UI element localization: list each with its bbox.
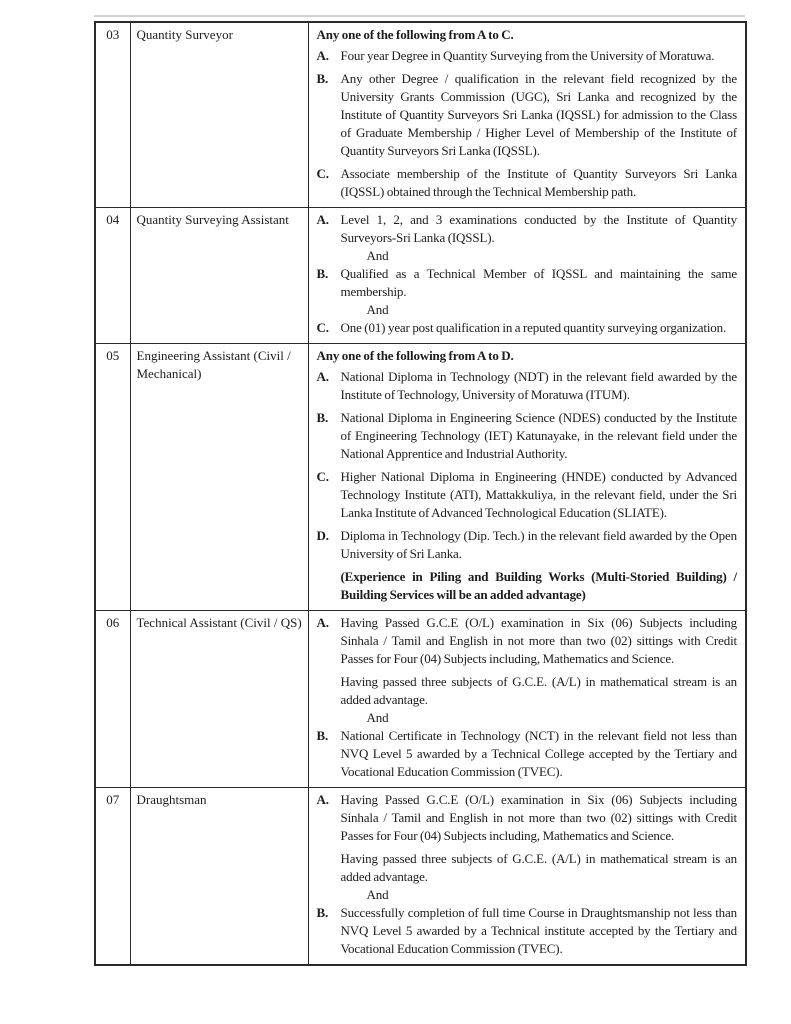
position-title: Engineering Assistant (Civil / Mechanical) [130,344,308,611]
item-text [341,368,738,404]
item-paragraph: Having passed three subjects of G.C.E. (A/L) in mathematical stream is an added advantage. [340,674,737,707]
item-paragraph: National Diploma in Technology (NDT) in the relevant field awarded by the Institute of Technology, University of Moratuwa (ITUM). [340,369,737,402]
item-text [341,468,738,522]
item-paragraph: National Diploma in Engineering Science (NDES) conducted by the Institute of Engineering Technology (IET) Katunayake, in the relevant field under the National Apprentice and Industrial Authority. [340,410,737,461]
qualifications-cell [308,208,746,344]
qualification-intro: Any one of the following from A to C. [316,27,514,42]
item-label: A. [316,615,329,630]
item-paragraph: Having Passed G.C.E (O/L) examination in Six (06) Subjects including Sinhala / Tamil and English in not more than two (02) sittings with Credit Passes for Four (04) Subjects including, Mathematics and Science. [340,615,737,666]
item-text [341,904,738,958]
table-row [95,611,746,788]
qualification-item [317,368,738,404]
qualification-item [317,614,738,709]
qualification-item [317,165,738,201]
item-paragraph: Diploma in Technology (Dip. Tech.) in the relevant field awarded by the Open University of Sri Lanka. [340,528,737,561]
item-text [341,614,738,709]
qualifications-table [94,21,747,966]
item-label: A. [316,48,329,63]
row-number: 04 [95,208,130,344]
item-paragraph: National Certificate in Technology (NCT) in the relevant field not less than NVQ Level 5 awarded by a Technical College accepted by the Tertiary and Vocational Education Commission (TVEC). [340,728,737,779]
item-label: A. [316,212,329,227]
qualification-item [317,409,738,463]
row-number: 05 [95,344,130,611]
item-paragraph: Successfully completion of full time Course in Draughtsmanship not less than NVQ Level 5 awarded by a Technical institute accepted by the Tertiary and Vocational Education Commission (TVEC). [340,905,737,956]
item-label: B. [316,71,329,86]
item-label: D. [316,528,329,543]
qualification-intro: Any one of the following from A to D. [316,348,514,363]
table-row [95,208,746,344]
and-connector: And [366,302,389,317]
item-text [341,319,738,337]
row-number: 07 [95,788,130,966]
position-title: Quantity Surveyor [130,22,308,208]
item-text [341,165,738,201]
advantage-note: (Experience in Piling and Building Works (Multi-Storied Building) / Building Services will be an added advantage) [340,569,737,602]
item-label: A. [316,792,329,807]
item-text [341,791,738,886]
position-title: Draughtsman [130,788,308,966]
qualification-item [317,904,738,958]
qualification-item [317,727,738,781]
item-text [341,70,738,160]
position-title: Technical Assistant (Civil / QS) [130,611,308,788]
qualification-item [317,265,738,301]
qualification-item [317,211,738,247]
item-label: C. [316,166,329,181]
and-connector: And [366,248,389,263]
row-number: 06 [95,611,130,788]
table-row [95,788,746,966]
item-text [341,527,738,563]
item-paragraph: Four year Degree in Quantity Surveying from the University of Moratuwa. [340,48,715,63]
item-paragraph: Higher National Diploma in Engineering (HNDE) conducted by Advanced Technology Institute (ATI), Mattakkuliya, in the relevant field, under the Sri Lanka Institute of Advanced Technological Education (SLIATE). [340,469,737,520]
item-paragraph: Having Passed G.C.E (O/L) examination in Six (06) Subjects including Sinhala / Tamil and English in not more than two (02) sittings with Credit Passes for Four (04) Subjects including, Mathematics and Science. [340,792,737,843]
item-paragraph: One (01) year post qualification in a reputed quantity surveying organization. [340,320,727,335]
item-label: B. [316,266,329,281]
and-connector: And [366,887,389,902]
qualifications-cell [308,344,746,611]
table-row [95,344,746,611]
scan-artifact-line [94,15,745,17]
row-number: 03 [95,22,130,208]
item-text [341,265,738,301]
item-text [341,409,738,463]
table-row [95,22,746,208]
item-text [341,211,738,247]
item-label: B. [316,410,329,425]
item-label: C. [316,469,329,484]
position-title: Quantity Surveying Assistant [130,208,308,344]
qualifications-cell [308,611,746,788]
qualification-item [317,791,738,886]
item-paragraph: Associate membership of the Institute of Quantity Surveyors Sri Lanka (IQSSL) obtained through the Technical Membership path. [340,166,737,199]
item-paragraph: Having passed three subjects of G.C.E. (A/L) in mathematical stream is an added advantage. [340,851,737,884]
item-paragraph: Level 1, 2, and 3 examinations conducted by the Institute of Quantity Surveyors-Sri Lanka (IQSSL). [340,212,737,245]
qualification-item [317,70,738,160]
item-label: C. [316,320,329,335]
qualifications-table-body [95,22,746,965]
qualifications-cell [308,788,746,966]
qualification-item [317,468,738,522]
qualification-item [317,47,738,65]
item-text [341,47,738,65]
item-paragraph: Qualified as a Technical Member of IQSSL and maintaining the same membership. [340,266,737,299]
qualification-item [317,319,738,337]
item-label: A. [316,369,329,384]
item-text [341,727,738,781]
qualifications-cell [308,22,746,208]
item-label: B. [316,905,329,920]
qualification-item [317,527,738,563]
and-connector: And [366,710,389,725]
item-label: B. [316,728,329,743]
item-paragraph: Any other Degree / qualification in the relevant field recognized by the University Grants Commission (UGC), Sri Lanka and recognized by the Institute of Quantity Surveyors Sri Lanka (IQSSL) for admission to the Class of Graduate Membership / Higher Level of Membership of the Institute of Quantity Surveyors Sri Lanka (IQSSL). [340,71,737,158]
